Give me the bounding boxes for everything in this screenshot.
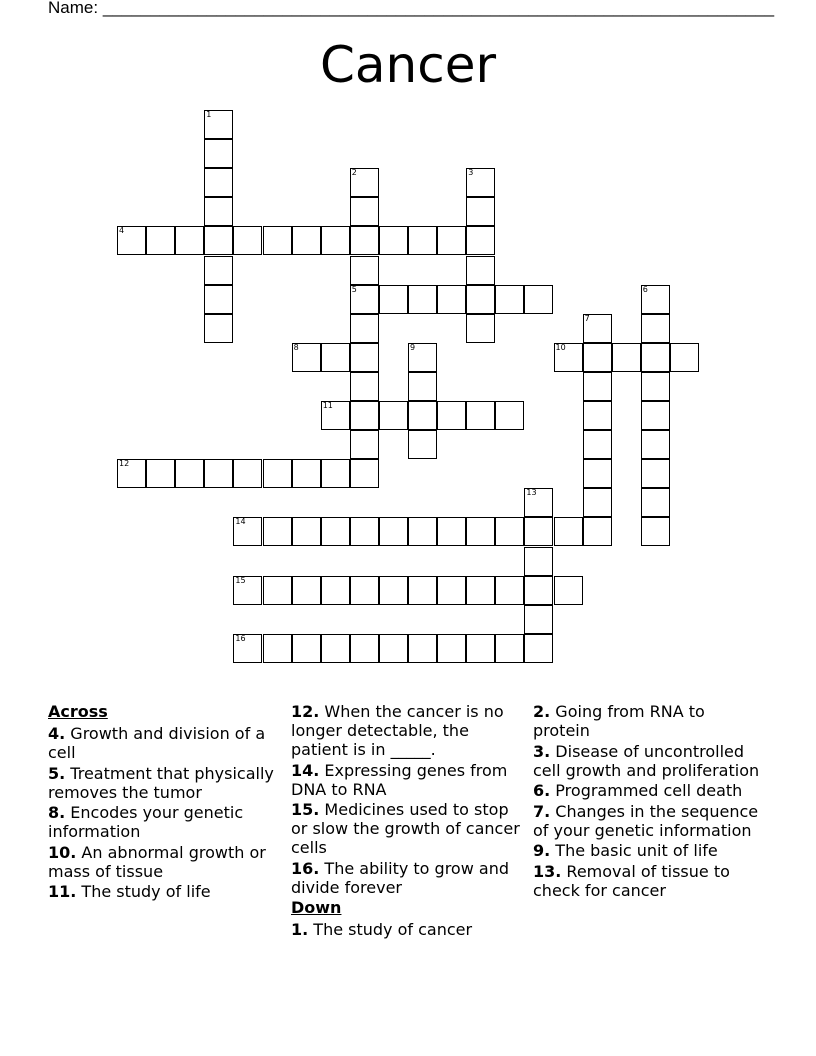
clue-number: 2. <box>533 702 551 721</box>
grid-cell[interactable] <box>263 576 292 605</box>
clue-text: Encodes your genetic information <box>48 803 244 841</box>
clue-number: 10. <box>48 842 77 862</box>
grid-cell[interactable] <box>495 634 524 663</box>
grid-cell[interactable] <box>350 256 379 285</box>
grid-cell[interactable] <box>554 517 583 546</box>
grid-cell[interactable] <box>321 401 350 430</box>
grid-cell[interactable] <box>495 517 524 546</box>
grid-cell[interactable] <box>437 401 466 430</box>
clue-item <box>291 920 521 939</box>
grid-cell[interactable] <box>641 517 670 546</box>
grid-cell[interactable] <box>437 226 466 255</box>
grid-cell[interactable] <box>263 517 292 546</box>
grid-cell[interactable] <box>379 634 408 663</box>
grid-cell[interactable] <box>263 226 292 255</box>
clue-item <box>533 781 763 800</box>
grid-cell[interactable] <box>466 285 495 314</box>
grid-cell[interactable] <box>670 343 699 372</box>
cell-number: 4 <box>119 226 125 236</box>
grid-cell[interactable] <box>146 459 175 488</box>
grid-cell[interactable] <box>524 634 553 663</box>
grid-cell[interactable] <box>408 226 437 255</box>
grid-cell[interactable] <box>524 605 553 634</box>
grid-cell[interactable] <box>524 488 553 517</box>
clue-item <box>291 702 521 759</box>
clue-text: The study of life <box>76 882 211 901</box>
grid-cell[interactable] <box>350 197 379 226</box>
clue-item <box>48 803 278 841</box>
clue-number: 4. <box>48 724 66 743</box>
clue-number: 8. <box>48 803 66 822</box>
grid-cell[interactable] <box>524 517 553 546</box>
grid-cell[interactable] <box>175 459 204 488</box>
across-heading: Across <box>48 702 108 721</box>
grid-cell[interactable] <box>117 459 146 488</box>
cell-number: 2 <box>351 168 357 178</box>
grid-cell[interactable] <box>437 634 466 663</box>
grid-cell[interactable] <box>524 576 553 605</box>
clue-item <box>533 841 763 860</box>
grid-cell[interactable] <box>554 576 583 605</box>
clue-number: 14. <box>291 760 320 780</box>
puzzle-title: Cancer <box>319 36 497 94</box>
cell-number: 11 <box>322 401 333 410</box>
grid-cell[interactable] <box>408 285 437 314</box>
grid-cell[interactable] <box>408 343 437 372</box>
clue-column-2 <box>291 702 521 941</box>
grid-cell[interactable] <box>292 459 321 488</box>
grid-cell[interactable] <box>408 372 437 401</box>
grid-cell[interactable] <box>466 517 495 546</box>
grid-cell[interactable] <box>466 226 495 255</box>
grid-cell[interactable] <box>641 488 670 517</box>
clue-text: An abnormal growth or mass of tissue <box>48 842 266 881</box>
grid-cell[interactable] <box>292 226 321 255</box>
grid-cell[interactable] <box>233 226 262 255</box>
grid-cell[interactable] <box>466 256 495 285</box>
cell-number: 12 <box>119 459 130 469</box>
grid-cell[interactable] <box>350 634 379 663</box>
clue-item <box>533 742 763 780</box>
clue-number: 1. <box>291 920 309 939</box>
grid-cell[interactable] <box>641 285 670 314</box>
grid-cell[interactable] <box>379 285 408 314</box>
grid-cell[interactable] <box>437 576 466 605</box>
grid-cell[interactable] <box>263 459 292 488</box>
grid-cell[interactable] <box>146 226 175 255</box>
grid-cell[interactable] <box>466 197 495 226</box>
cell-number: 1 <box>206 110 212 119</box>
grid-cell[interactable] <box>350 226 379 255</box>
grid-cell[interactable] <box>583 343 612 372</box>
clue-text: Removal of tissue to check for cancer <box>533 861 730 900</box>
grid-cell[interactable] <box>292 576 321 605</box>
clue-item <box>48 764 278 802</box>
cell-number: 13 <box>526 488 537 498</box>
grid-cell[interactable] <box>408 576 437 605</box>
clue-text: Programmed cell death <box>550 781 743 800</box>
grid-cell[interactable] <box>524 547 553 576</box>
grid-cell[interactable] <box>641 372 670 401</box>
grid-cell[interactable] <box>350 401 379 430</box>
grid-cell[interactable] <box>233 634 262 663</box>
grid-cell[interactable] <box>379 517 408 546</box>
grid-cell[interactable] <box>204 314 233 343</box>
grid-cell[interactable] <box>204 168 233 197</box>
clue-number: 9. <box>533 841 551 860</box>
clue-item <box>48 882 278 901</box>
grid-cell[interactable] <box>524 285 553 314</box>
grid-cell[interactable] <box>466 168 495 197</box>
grid-cell[interactable] <box>466 634 495 663</box>
cell-number: 14 <box>235 517 246 527</box>
cell-number: 10 <box>555 342 566 352</box>
cell-number: 8 <box>293 342 299 352</box>
grid-cell[interactable] <box>641 343 670 372</box>
clue-number: 16. <box>291 858 320 878</box>
clue-number: 3. <box>533 741 551 761</box>
grid-cell[interactable] <box>379 226 408 255</box>
grid-cell[interactable] <box>204 139 233 168</box>
grid-cell[interactable] <box>495 576 524 605</box>
clue-number: 13. <box>533 861 562 881</box>
grid-cell[interactable] <box>350 517 379 546</box>
clue-text: Medicines used to stop or slow the growth of cancer cells <box>291 800 520 857</box>
cell-number: 3 <box>468 168 474 178</box>
clue-text: Treatment that physically removes the tumor <box>48 763 274 802</box>
grid-cell[interactable] <box>321 576 350 605</box>
clue-text: When the cancer is no longer detectable, the patient is in _____. <box>291 702 504 759</box>
cell-number: 5 <box>351 284 357 294</box>
cell-number: 15 <box>235 575 246 585</box>
clue-number: 15. <box>291 800 320 819</box>
grid-cell[interactable] <box>175 226 204 255</box>
clue-item <box>533 802 763 840</box>
grid-cell[interactable] <box>641 430 670 459</box>
grid-cell[interactable] <box>408 430 437 459</box>
grid-cell[interactable] <box>292 634 321 663</box>
grid-cell[interactable] <box>466 314 495 343</box>
grid-cell[interactable] <box>554 343 583 372</box>
clue-item <box>291 859 521 897</box>
grid-cell[interactable] <box>292 517 321 546</box>
grid-cell[interactable] <box>408 517 437 546</box>
grid-cell[interactable] <box>204 226 233 255</box>
clue-text: Going from RNA to protein <box>533 702 705 740</box>
grid-cell[interactable] <box>321 517 350 546</box>
grid-cell[interactable] <box>117 226 146 255</box>
grid-cell[interactable] <box>583 459 612 488</box>
down-heading: Down <box>291 898 342 917</box>
grid-cell[interactable] <box>612 343 641 372</box>
grid-cell[interactable] <box>408 401 437 430</box>
grid-cell[interactable] <box>437 517 466 546</box>
clue-number: 7. <box>533 801 551 821</box>
grid-cell[interactable] <box>641 314 670 343</box>
clue-item <box>48 724 278 762</box>
clue-number: 5. <box>48 763 66 783</box>
grid-cell[interactable] <box>379 401 408 430</box>
grid-cell[interactable] <box>583 517 612 546</box>
cell-number: 6 <box>642 284 648 294</box>
grid-cell[interactable] <box>379 576 408 605</box>
grid-cell[interactable] <box>321 343 350 372</box>
clue-column-3 <box>533 702 763 901</box>
grid-cell[interactable] <box>350 430 379 459</box>
cell-number: 9 <box>410 342 416 352</box>
grid-cell[interactable] <box>350 343 379 372</box>
grid-cell[interactable] <box>350 285 379 314</box>
grid-cell[interactable] <box>350 459 379 488</box>
grid-cell[interactable] <box>321 226 350 255</box>
clue-number: 11. <box>48 882 77 901</box>
name-label: Name: <box>48 0 99 17</box>
name-blank[interactable]: _______________________________________________________________________ <box>102 0 775 17</box>
clue-item <box>533 702 763 740</box>
clue-item <box>48 843 278 881</box>
grid-cell[interactable] <box>583 314 612 343</box>
grid-cell[interactable] <box>495 285 524 314</box>
grid-cell[interactable] <box>233 576 262 605</box>
grid-cell[interactable] <box>583 488 612 517</box>
clue-text: The ability to grow and divide forever <box>291 858 509 897</box>
grid-cell[interactable] <box>233 517 262 546</box>
clue-item <box>291 761 521 799</box>
grid-cell[interactable] <box>583 401 612 430</box>
grid-cell[interactable] <box>321 459 350 488</box>
clue-text: The study of cancer <box>308 920 473 939</box>
grid-cell[interactable] <box>204 285 233 314</box>
clue-text: Expressing genes from DNA to RNA <box>291 760 508 799</box>
grid-cell[interactable] <box>437 285 466 314</box>
grid-cell[interactable] <box>350 168 379 197</box>
grid-cell[interactable] <box>641 459 670 488</box>
clue-text: Disease of uncontrolled cell growth and proliferation <box>533 741 760 780</box>
grid-cell[interactable] <box>350 576 379 605</box>
grid-cell[interactable] <box>583 430 612 459</box>
grid-cell[interactable] <box>495 401 524 430</box>
grid-cell[interactable] <box>641 401 670 430</box>
grid-cell[interactable] <box>292 343 321 372</box>
grid-cell[interactable] <box>583 372 612 401</box>
clue-text: Growth and division of a cell <box>48 724 266 762</box>
clue-text: The basic unit of life <box>550 841 718 860</box>
grid-cell[interactable] <box>466 576 495 605</box>
clue-number: 12. <box>291 702 320 721</box>
grid-cell[interactable] <box>204 110 233 139</box>
clue-number: 6. <box>533 781 551 800</box>
grid-cell[interactable] <box>350 314 379 343</box>
clue-text: Changes in the sequence of your genetic information <box>533 801 759 840</box>
cell-number: 16 <box>235 633 246 643</box>
grid-cell[interactable] <box>408 634 437 663</box>
grid-cell[interactable] <box>263 634 292 663</box>
clue-item <box>291 800 521 857</box>
grid-cell[interactable] <box>204 256 233 285</box>
grid-cell[interactable] <box>350 372 379 401</box>
grid-cell[interactable] <box>204 459 233 488</box>
grid-cell[interactable] <box>204 197 233 226</box>
grid-cell[interactable] <box>466 401 495 430</box>
grid-cell[interactable] <box>321 634 350 663</box>
clue-column-1 <box>48 702 278 903</box>
cell-number: 7 <box>584 313 590 323</box>
clue-item <box>533 862 763 900</box>
grid-cell[interactable] <box>233 459 262 488</box>
